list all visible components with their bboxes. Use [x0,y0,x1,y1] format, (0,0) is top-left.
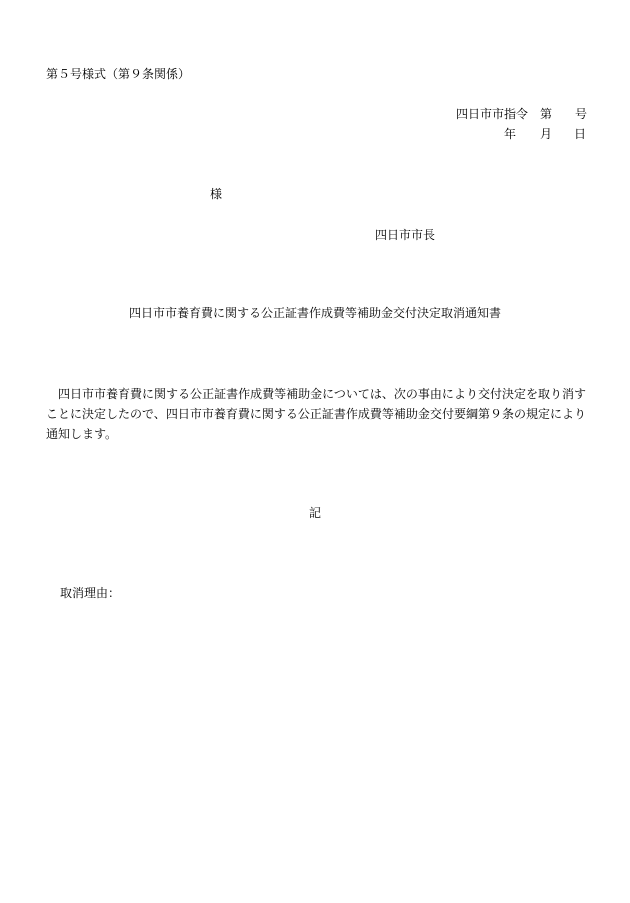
sender-name: 四日市市長 [375,228,436,242]
document-number-suffix: 号 [575,107,588,121]
addressee-honorific: 様 [210,187,223,201]
ki-heading: 記 [308,506,321,520]
document-number-label: 四日市市指令 [456,107,529,121]
document-title: 四日市市養育費に関する公正証書作成費等補助金交付決定取消通知書 [128,306,501,320]
cancellation-reason-label: 取消理由： [60,586,121,600]
date-day: 日 [574,127,587,141]
document-number-prefix: 第 [540,107,553,121]
body-paragraph: 四日市市養育費に関する公正証書作成費等補助金については、次の事由により交付決定を取り消すことに決定したので、四日市市養育費に関する公正証書作成費等補助金交付要綱第９条の規定により通知します。 [46,387,586,441]
date-month: 月 [540,127,553,141]
form-number: 第５号様式（第９条関係） [46,67,191,81]
date-year: 年 [504,127,517,141]
